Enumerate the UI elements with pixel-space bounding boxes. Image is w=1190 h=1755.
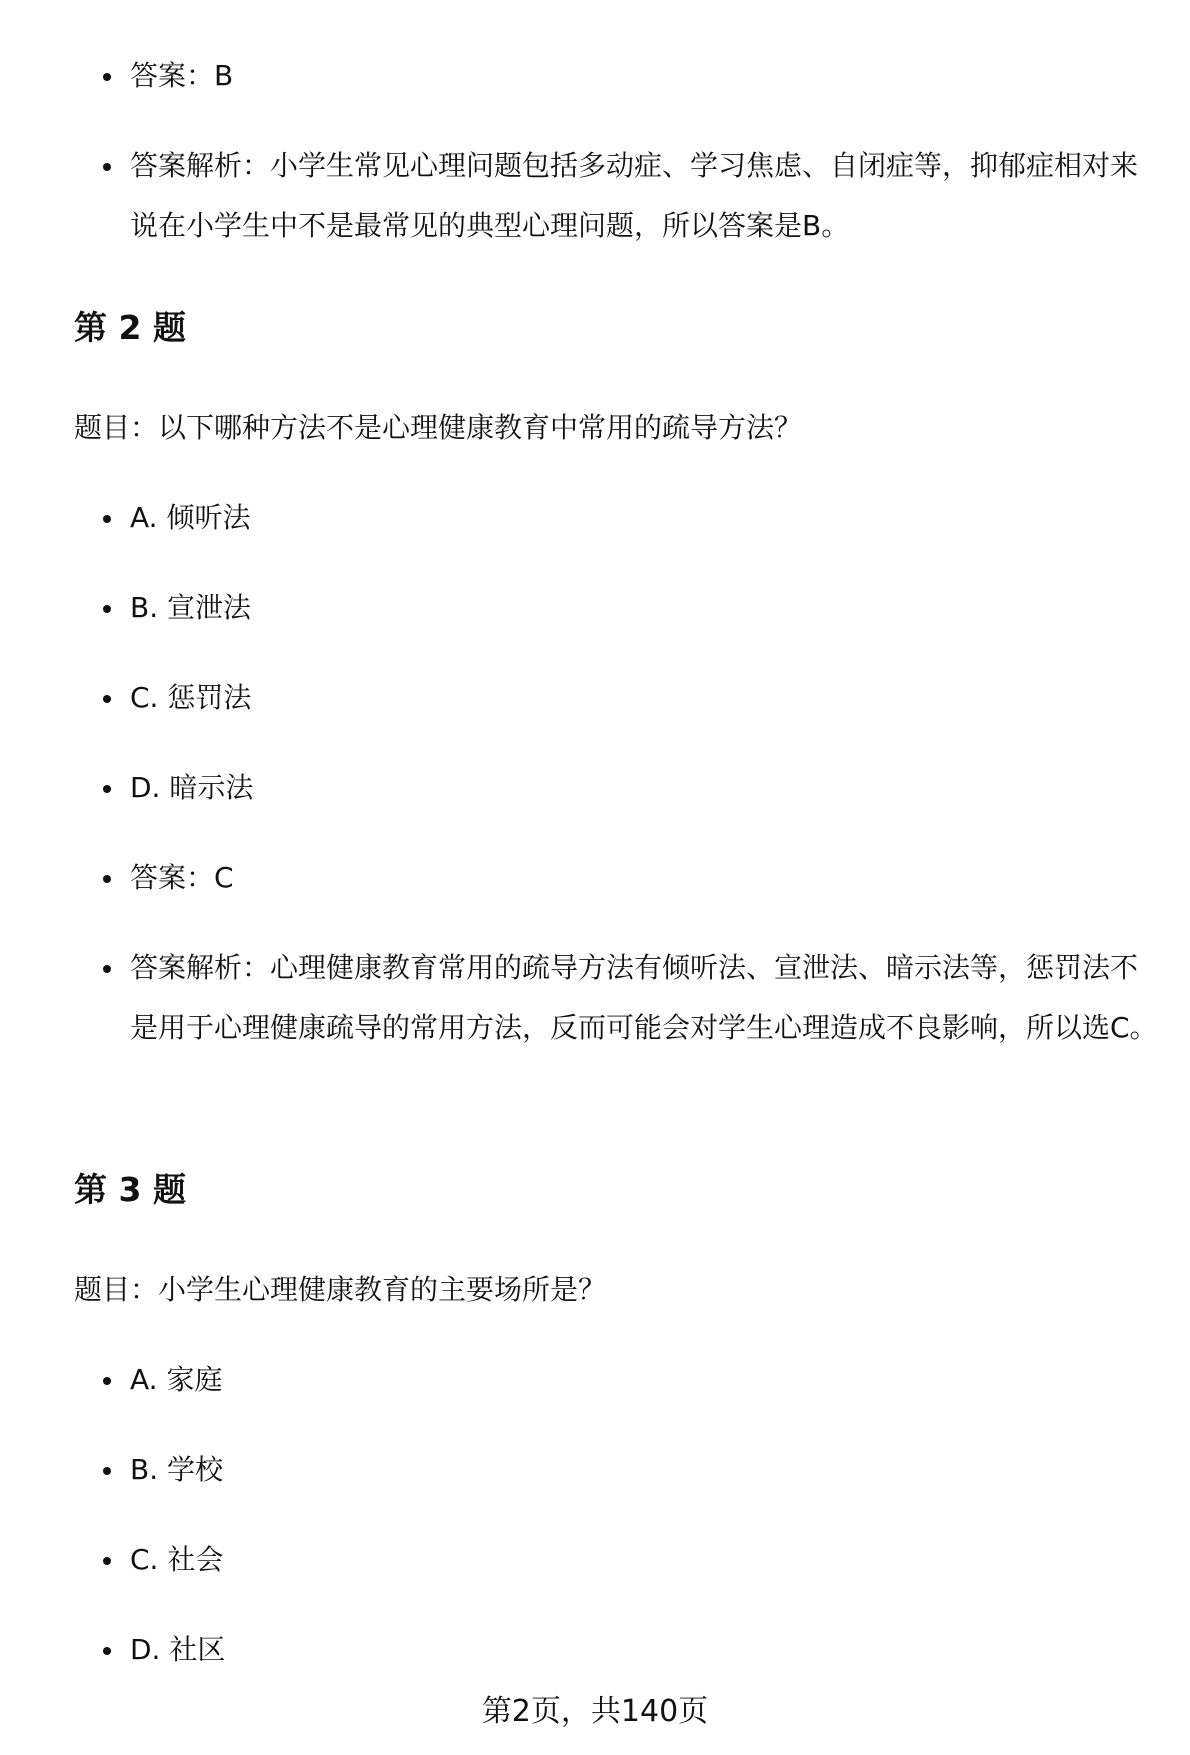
q2-option-d: D. 暗示法 — [130, 758, 1160, 818]
q2-option-b: B. 宣泄法 — [130, 578, 1160, 638]
q2-answer: 答案：C — [130, 848, 1160, 908]
q2-question: 题目：以下哪种方法不是心理健康教育中常用的疏导方法？ — [74, 411, 803, 444]
q2-heading: 第 2 题 — [74, 308, 186, 347]
q3-heading: 第 3 题 — [74, 1170, 186, 1209]
page-number: 第2页，共140页 — [481, 1694, 709, 1729]
q2-option-a: A. 倾听法 — [130, 488, 1160, 548]
q2-option-c: C. 惩罚法 — [130, 668, 1160, 728]
q3-option-c: C. 社会 — [130, 1530, 1160, 1590]
q1-explanation: 答案解析：小学生常见心理问题包括多动症、学习焦虑、自闭症等，抑郁症相对来说在小学生中不是最常见的典型心理问题，所以答案是B。 — [130, 136, 1160, 256]
q3-option-a: A. 家庭 — [130, 1350, 1160, 1410]
q3-option-b: B. 学校 — [130, 1440, 1160, 1500]
q2-explanation: 答案解析：心理健康教育常用的疏导方法有倾听法、宣泄法、暗示法等，惩罚法不是用于心理健康疏导的常用方法，反而可能会对学生心理造成不良影响，所以选C。 — [130, 938, 1160, 1058]
q3-option-d: D. 社区 — [130, 1620, 1160, 1680]
q3-question: 题目：小学生心理健康教育的主要场所是？ — [74, 1273, 607, 1306]
q1-answer: 答案：B — [130, 46, 1160, 106]
